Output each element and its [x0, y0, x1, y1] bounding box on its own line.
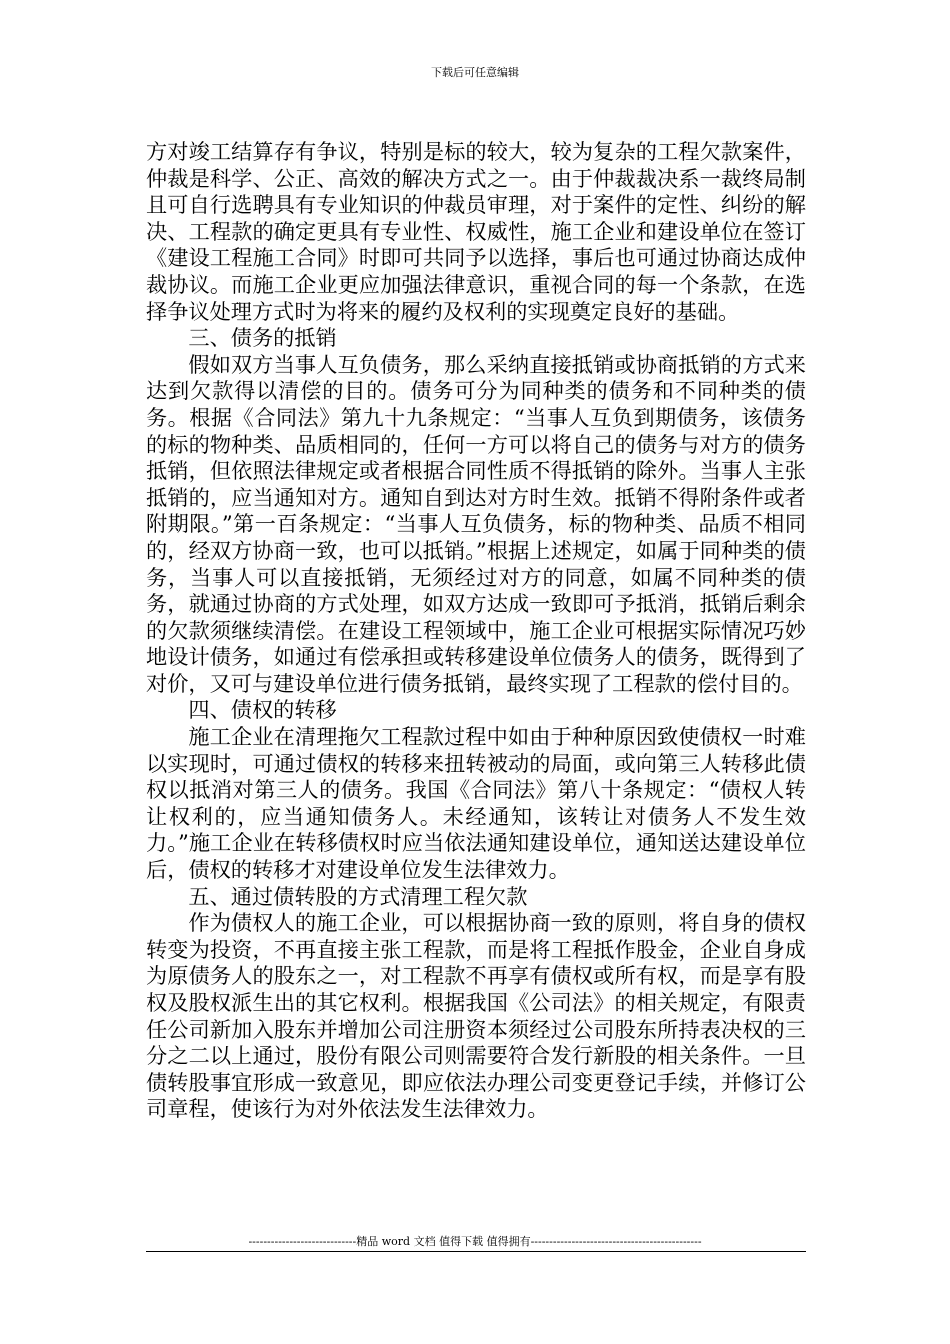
- section-heading-debt-to-equity: 五、通过债转股的方式清理工程欠款: [188, 883, 528, 909]
- document-body: [146, 139, 806, 1123]
- paragraph-arbitration-continued: 方对竣工结算存有争议，特别是标的较大，较为复杂的工程欠款案件，仲裁是科学、公正、高效的解决方式之一。由于仲裁裁决系一裁终局制且可自行选聘具有专业知识的仲裁员审理，对于案件的定性、纠纷的解决、工程款的确定更具有专业性、权威性，施工企业和建设单位在签订《建设工程施工合同》时即可共同予以选择，事后也可通过协商达成仲裁协议。而施工企业更应加强法律意识，重视合同的每一个条款，在选择争议处理方式时为将来的履约及权利的实现奠定良好的基础。: [146, 139, 806, 324]
- paragraph-claim-transfer: 施工企业在清理拖欠工程款过程中如由于种种原因致使债权一时难以实现时，可通过债权的转移来扭转被动的局面，或向第三人转移此债权以抵消对第三人的债务。我国《合同法》第八十条规定：“债权人转让权利的，应当通知债务人。未经通知，该转让对债务人不发生效力。”施工企业在转移债权时应当依法通知建设单位，通知送达建设单位后，债权的转移才对建设单位发生法律效力。: [146, 724, 806, 883]
- section-heading-debt-offset: 三、债务的抵销: [188, 325, 337, 351]
- section-heading-claim-transfer: 四、债权的转移: [188, 697, 337, 723]
- paragraph-debt-offset: 假如双方当事人互负债务，那么采纳直接抵销或协商抵销的方式来达到欠款得以清偿的目的。债务可分为同种类的债务和不同种类的债务。根据《合同法》第九十九条规定：“当事人互负到期债务，该债务的标的物种类、品质相同的，任何一方可以将自己的债务与对方的债务抵销，但依照法律规定或者根据合同性质不得抵销的除外。当事人主张抵销的，应当通知对方。通知自到达对方时生效。抵销不得附条件或者附期限。”第一百条规定：“当事人互负债务，标的物种类、品质不相同的，经双方协商一致，也可以抵销。”根据上述规定，如属于同种类的债务，当事人可以直接抵销，无须经过对方的同意，如属不同种类的债务，就通过协商的方式处理，如双方达成一致即可予抵消，抵销后剩余的欠款须继续清偿。在建设工程领域中，施工企业可根据实际情况巧妙地设计债务，如通过有偿承担或转移建设单位债务人的债务，既得到了对价，又可与建设单位进行债务抵销，最终实现了工程款的偿付目的。: [146, 351, 806, 696]
- page-header: 下载后可任意编辑: [431, 66, 519, 79]
- page-footer: -----------------------------精品 word 文档 值得下载 值得拥有----------------------------------------------: [248, 1235, 702, 1248]
- footer-divider: [146, 1251, 806, 1252]
- paragraph-debt-to-equity: 作为债权人的施工企业，可以根据协商一致的原则，将自身的债权转变为投资，不再直接主张工程款，而是将工程抵作股金，企业自身成为原债务人的股东之一，对工程款不再享有债权或所有权，而是享有股权及股权派生出的其它权利。根据我国《公司法》的相关规定，有限责任公司新加入股东并增加公司注册资本须经过公司股东所持表决权的三分之二以上通过，股份有限公司则需要符合发行新股的相关条件。一旦债转股事宜形成一致意见，即应依法办理公司变更登记手续，并修订公司章程，使该行为对外依法发生法律效力。: [146, 910, 806, 1122]
